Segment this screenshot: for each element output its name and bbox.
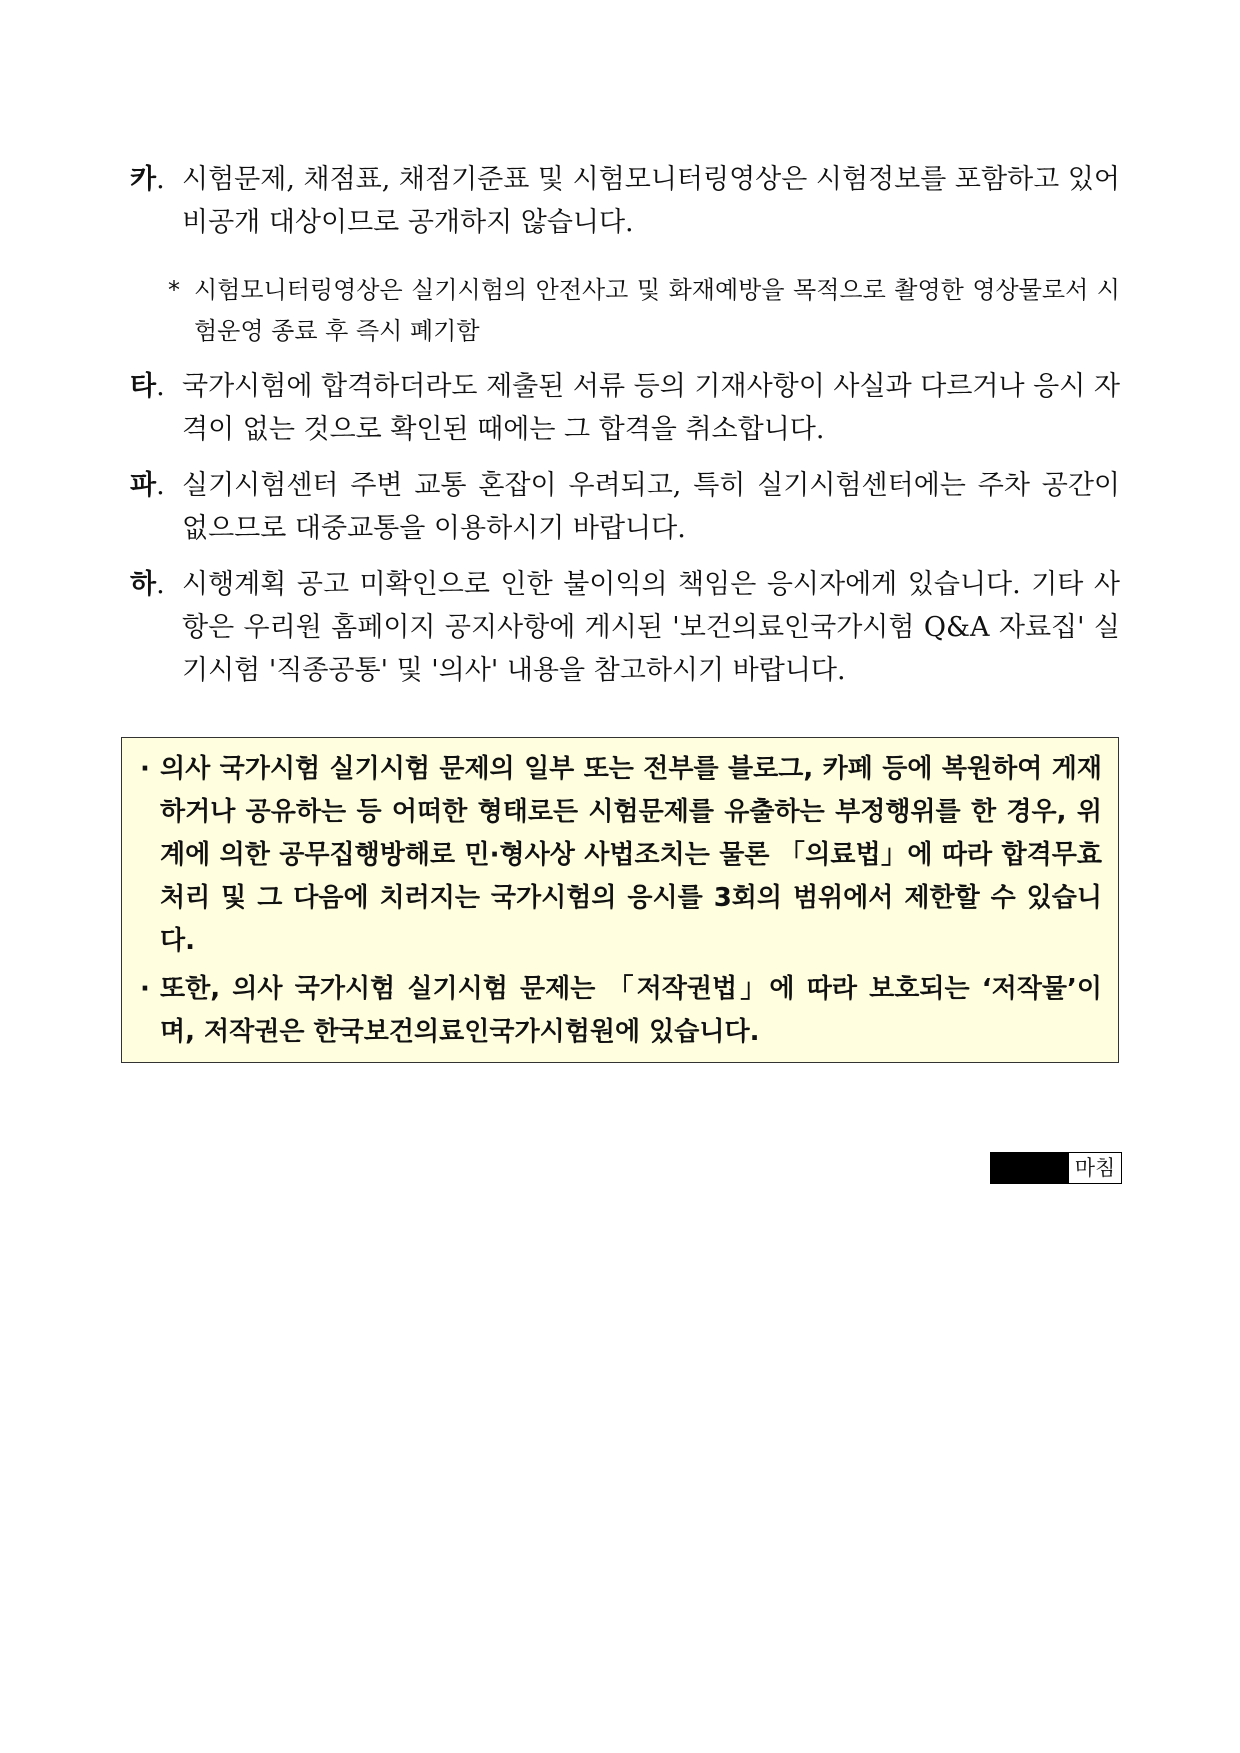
footnote-text: 시험모니터링영상은 실기시험의 안전사고 및 화재예방을 목적으로 촬영한 영상물로서 시험운영 종료 후 즉시 폐기함	[194, 276, 1120, 345]
clause-marker: 카.	[130, 164, 165, 195]
bullet-dot: ·	[140, 754, 150, 784]
clause-ka	[130, 158, 1120, 244]
clause-text: 국가시험에 합격하더라도 제출된 서류 등의 기재사항이 사실과 다르거나 응시 자격이 없는 것으로 확인된 때에는 그 합격을 취소합니다.	[182, 371, 1120, 445]
end-mark	[990, 1152, 1122, 1184]
end-mark-label: 마침	[1069, 1153, 1121, 1183]
clause-text: 실기시험센터 주변 교통 혼잡이 우려되고, 특히 실기시험센터에는 주차 공간이 없으므로 대중교통을 이용하시기 바랍니다.	[182, 470, 1120, 544]
notice-text: 의사 국가시험 실기시험 문제의 일부 또는 전부를 블로그, 카페 등에 복원하여 게재하거나 공유하는 등 어떠한 형태로든 시험문제를 유출하는 부정행위를 한 경우, 위계에 의한 공무집행방해로 민·형사상 사법조치는 물론 「의료법」에 따라 합격무효 처리 및 그 다음에 치러지는 국가시험의 응시를 3회의 범위에서 제한할 수 있습니다.	[160, 754, 1102, 956]
clause-text: 시험문제, 채점표, 채점기준표 및 시험모니터링영상은 시험정보를 포함하고 있어 비공개 대상이므로 공개하지 않습니다.	[182, 164, 1120, 238]
copyright-notice-box	[121, 737, 1119, 1063]
monitoring-footnote	[168, 270, 1120, 352]
bullet-dot: ·	[140, 974, 150, 1004]
clause-marker: 파.	[130, 470, 165, 501]
clause-marker: 타.	[130, 371, 165, 402]
notice-item-leak	[140, 748, 1102, 963]
clause-marker: 하.	[130, 569, 165, 600]
clause-text: 시행계획 공고 미확인으로 인한 불이익의 책임은 응시자에게 있습니다. 기타 사항은 우리원 홈페이지 공지사항에 게시된 '보건의료인국가시험 Q&A 자료집' 실기시험 '직종공통' 및 '의사' 내용을 참고하시기 바랍니다.	[182, 569, 1120, 686]
end-mark-block	[991, 1153, 1069, 1183]
clause-ta	[130, 365, 1120, 451]
notice-text: 또한, 의사 국가시험 실기시험 문제는 「저작권법」에 따라 보호되는 ‘저작물’이며, 저작권은 한국보건의료인국가시험원에 있습니다.	[160, 974, 1102, 1047]
asterisk-symbol: *	[168, 276, 180, 304]
notice-item-copyright	[140, 968, 1102, 1054]
clause-ha	[130, 563, 1120, 692]
clause-pa	[130, 464, 1120, 550]
